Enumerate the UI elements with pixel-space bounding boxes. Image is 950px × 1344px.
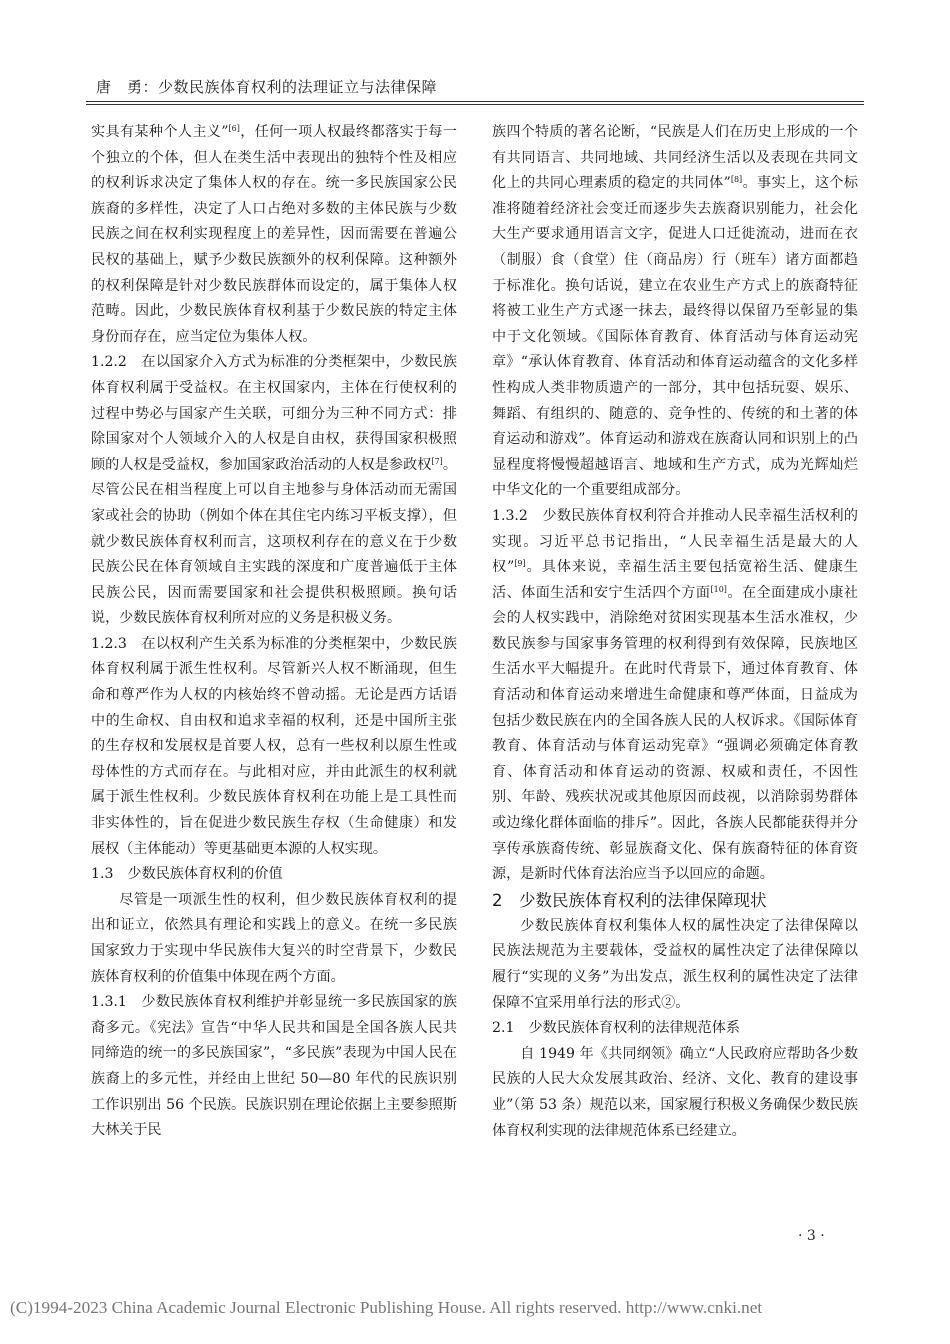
citation-ref[interactable]: [7] xyxy=(431,456,443,466)
subsection-heading-2-1: 2.1 少数民族体育权利的法律规范体系 xyxy=(492,1020,740,1037)
citation-ref[interactable]: [10] xyxy=(710,584,727,594)
citation-ref[interactable]: [6] xyxy=(228,124,240,133)
subsection-heading-1-3: 1.3 少数民族体育权利的价值 xyxy=(91,866,283,883)
left-column xyxy=(91,120,457,1144)
right-column xyxy=(492,120,858,1144)
subsection-1-3-2: 1.3.2 少数民族体育权利符合并推动人民幸福生活权利的实现。习近平总书记指出，“人民幸福生活是最大的人权”[9]。具体来说，幸福生活主要包括宽裕生活、健康生活、体面生活和安宁生活四个方面[10]。在全面建成小康社会的人权实践中，消除绝对贫困实现基本生活水准权，少数民族参与国家事务管理的权利得到有效保障，民族地区生活水平大幅提升。在此时代背景下，通过体育教育、体育活动和体育运动来增进生命健康和尊严体面，日益成为包括少数民族在内的全国各族人民的人权诉求。《国际体育教育、体育活动与体育运动宪章》“强调必须确定体育教育、体育活动和体育运动的资源、权威和责任，不因性别、年龄、残疾状况或其他原因而歧视，以消除弱势群体或边缘化群体面临的排斥”。因此，各族人民都能获得并分享传承族裔传统、彰显族裔文化、保有族裔特征的体育资源，是新时代体育法治应当予以回应的命题。 xyxy=(492,507,859,883)
header-rule xyxy=(86,101,864,102)
citation-ref[interactable]: [8] xyxy=(730,175,743,185)
subsection-1-2-3: 1.2.3 在以权利产生关系为标准的分类框架中，少数民族体育权利属于派生性权利。尽管新兴人权不断涌现，但生命和尊严作为人权的内核始终不曾动摇。无论是西方话语中的生命权、自由权和追求幸福的权利，还是中国所主张的生存权和发展权是首要人权，总有一些权利以原生性或母体性的方式而存在。与此相对应，并由此派生的权利就属于派生性权利。少数民族体育权利在功能上是工具性而非实体性的，旨在促进少数民族生存权（生命健康）和发展权（主体能动）等更基础更本源的人权实现。 xyxy=(91,635,457,857)
subsection-1-3-1: 1.3.1 少数民族体育权利维护并彰显统一多民族国家的族裔多元。《宪法》宣告“中华人民共和国是全国各族人民共同缔造的统一的多民族国家”，“多民族”表现为中国人民在族裔上的多元性，并经由上世纪 50—80 年代的民族识别工作识别出 56 个民族。民族识别在理论依据上主要参照斯大林关于民 xyxy=(91,994,457,1139)
paragraph: 尽管是一项派生性的权利，但少数民族体育权利的提出和证立，依然具有理论和实践上的意义。在统一多民族国家致力于实现中华民族伟大复兴的时空背景下，少数民族体育权利的价值集中体现在两个方面。 xyxy=(91,891,457,985)
subsection-1-2-2: 1.2.2 在以国家介入方式为标准的分类框架中，少数民族体育权利属于受益权。在主权国家内，主体在行使权利的过程中势必与国家产生关联，可细分为三种不同方式：排除国家对个人领域介入的人权是自由权，获得国家积极照顾的人权是受益权，参加国家政治活动的人权是参政权[7]。尽管公民在相当程度上可以自主地参与身体活动而无需国家或社会的协助（例如个体在其住宅内练习平板支撑），但就少数民族体育权利而言，这项权利存在的意义在于少数民族公民在体育领域自主实践的深度和广度普遍低于主体民族公民，因而需要国家和社会提供积极照顾。换句话说，少数民族体育权利所对应的义务是积极义务。 xyxy=(91,354,457,627)
running-header: 唐 勇：少数民族体育权利的法理证立与法律保障 xyxy=(96,78,438,96)
paragraph: 自 1949 年《共同纲领》确立“人民政府应帮助各少数民族的人民大众发展其政治、经济、文化、教育的建设事业”（第 53 条）规范以来，国家履行积极义务确保少数民族体育权利实现的法律规范体系已经建立。 xyxy=(492,1045,858,1139)
section-heading-2: 2 少数民族体育权利的法律保障现状 xyxy=(492,890,767,910)
paragraph: 族四个特质的著名论断，“民族是人们在历史上形成的一个有共同语言、共同地域、共同经济生活以及表现在共同文化上的共同心理素质的稳定的共同体”[8]。事实上，这个标准将随着经济社会变迁而逐步失去族裔识别能力，社会化大生产要求通用语言文字，促进人口迁徙流动，进而在衣（制服）食（食堂）住（商品房）行（班车）诸方面都趋于标准化。换句话说，建立在农业生产方式上的族裔特征将被工业生产方式逐一抹去，最终得以保留乃至彰显的集中于文化领域。《国际体育教育、体育活动与体育运动宪章》“承认体育教育、体育活动和体育运动蕴含的文化多样性构成人类非物质遗产的一部分，其中包括玩耍、娱乐、舞蹈、有组织的、随意的、竞争性的、传统的和土著的体育运动和游戏”。体育运动和游戏在族裔认同和识别上的凸显程度将慢慢超越语言、地域和生产方式，成为光辉灿烂中华文化的一个重要组成部分。 xyxy=(492,124,858,499)
copyright-footer: (C)1994-2023 China Academic Journal Electronic Publishing House. All rights reserved. http://www.cnki.net xyxy=(10,1298,763,1317)
paragraph: 少数民族体育权利集体人权的属性决定了法律保障以民族法规范为主要载体，受益权的属性决定了法律保障以履行“实现的义务”为出发点，派生权利的属性决定了法律保障不宜采用单行法的形式②。 xyxy=(492,917,858,1011)
paragraph: 实具有某种个人主义”[6]，任何一项人权最终都落实于每一个独立的个体，但人在类生活中表现出的独特个性及相应的权利诉求决定了集体人权的存在。统一多民族国家公民族裔的多样性，决定了人口占绝对多数的主体民族与少数民族之间在权利实现程度上的差异性，因而需要在普遍公民权的基础上，赋予少数民族额外的权利保障。这种额外的权利保障是针对少数民族群体而设定的，属于集体人权范畴。因此，少数民族体育权利基于少数民族的特定主体身份而存在，应当定位为集体人权。 xyxy=(91,124,457,345)
header-rule-double xyxy=(86,104,864,105)
citation-ref[interactable]: [9] xyxy=(514,559,526,569)
page-number: · 3 · xyxy=(798,1228,825,1244)
